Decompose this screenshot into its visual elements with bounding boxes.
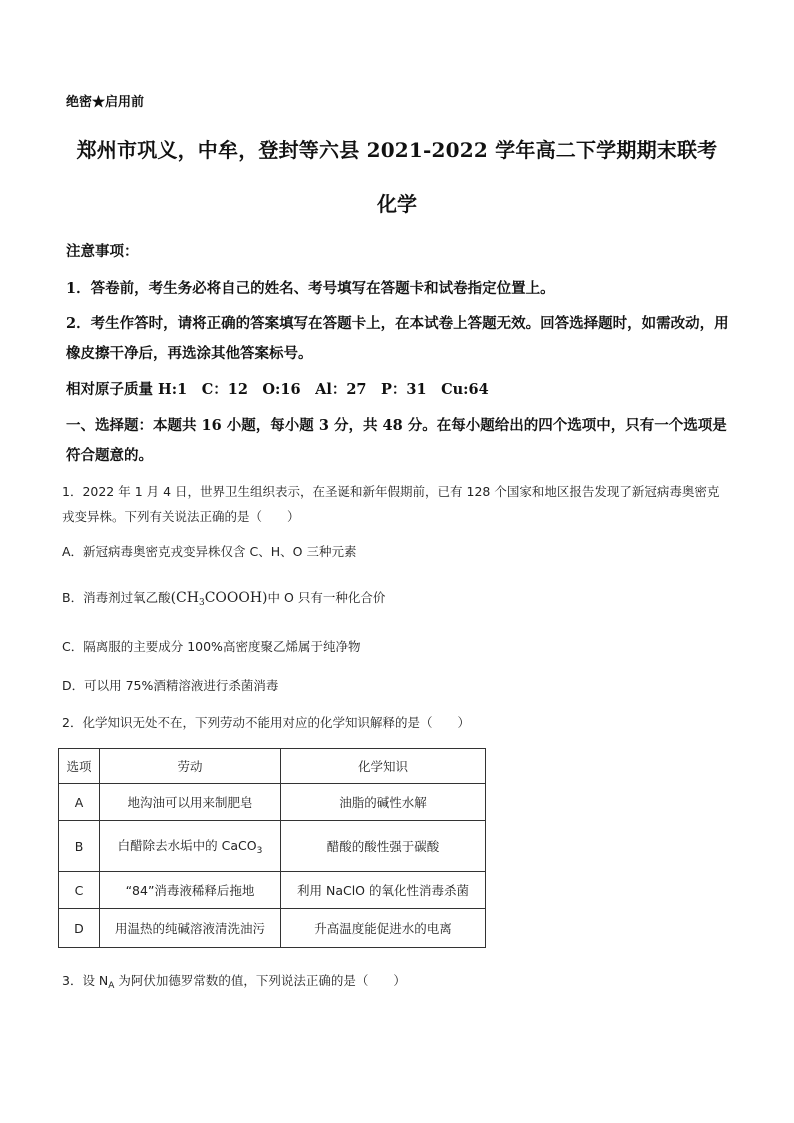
row-knowledge: 醋酸的酸性强于碳酸 [281,821,486,872]
avogadro-subscript: A [108,981,115,991]
q3-stem-prefix: 3．设 N [62,973,109,988]
header-labor: 劳动 [100,749,281,784]
row-knowledge: 油脂的碱性水解 [281,784,486,821]
q3-stem-suffix: 为阿伏加德罗常数的值，下列说法正确的是（ ） [114,973,406,988]
row-knowledge: 利用 NaClO 的氧化性消毒杀菌 [281,872,486,909]
header-option: 选项 [59,749,100,784]
table-header-row [59,749,486,784]
q1-option-a: A．新冠病毒奥密克戎变异株仅含 C、H、O 三种元素 [62,544,357,559]
notice-heading: 注意事项： [66,243,139,260]
labor-subscript: 3 [256,846,263,856]
row-labor: 地沟油可以用来制肥皂 [100,784,281,821]
atomic-mass-line: 相对原子质量 H:1 C：12 O:16 Al：27 P：31 Cu:64 [66,381,489,398]
formula-part-2: COOOH) [204,590,268,606]
section-heading: 一、选择题：本题共 16 小题，每小题 3 分，共 48 分。在每小题给出的四个选项中，只有一个选项是符合题意的。 [66,417,727,464]
q3-stem [62,971,406,991]
q1-option-d: D．可以用 75%酒精溶液进行杀菌消毒 [62,678,279,693]
q2-table [58,748,486,948]
q1-option-b-prefix: B．消毒剂过氧乙酸 [62,590,171,605]
q1-option-b [62,588,385,608]
q1-option-c: C．隔离服的主要成分 100%高密度聚乙烯属于纯净物 [62,639,361,654]
row-option: D [59,909,100,948]
table-row [59,784,486,821]
row-option: A [59,784,100,821]
q1-option-b-suffix: 中 O 只有一种化合价 [267,590,386,605]
header-knowledge: 化学知识 [281,749,486,784]
formula-part-1: (CH [170,590,199,606]
confidential-label: 绝密★启用前 [66,95,145,110]
row-option: C [59,872,100,909]
table-row [59,872,486,909]
table-row [59,909,486,948]
row-labor: 用温热的纯碱溶液清洗油污 [100,909,281,948]
notice-item-1: 1．答卷前，考生务必将自己的姓名、考号填写在答题卡和试卷指定位置上。 [66,280,555,297]
subject-title: 化学 [377,192,417,216]
exam-title: 郑州市巩义，中牟，登封等六县 2021-2022 学年高二下学期期末联考 [76,138,718,162]
q1-stem: 1．2022 年 1 月 4 日，世界卫生组织表示，在圣诞和新年假期前，已有 128 个国家和地区报告发现了新冠病毒奥密克戎变异株。下列有关说法正确的是（ ） [62,484,720,524]
row-labor [100,821,281,872]
notice-item-2: 2．考生作答时，请将正确的答案填写在答题卡上，在本试卷上答题无效。回答选择题时，如需改动，用橡皮擦干净后，再选涂其他答案标号。 [66,315,729,362]
labor-text: 白醋除去水垢中的 CaCO [117,838,257,853]
row-option: B [59,821,100,872]
peracetic-acid-formula [171,590,268,606]
q2-stem: 2．化学知识无处不在，下列劳动不能用对应的化学知识解释的是（ ） [62,715,470,730]
table-row [59,821,486,872]
row-knowledge: 升高温度能促进水的电离 [281,909,486,948]
formula-subscript: 3 [198,598,205,608]
row-labor: “84”消毒液稀释后拖地 [100,872,281,909]
